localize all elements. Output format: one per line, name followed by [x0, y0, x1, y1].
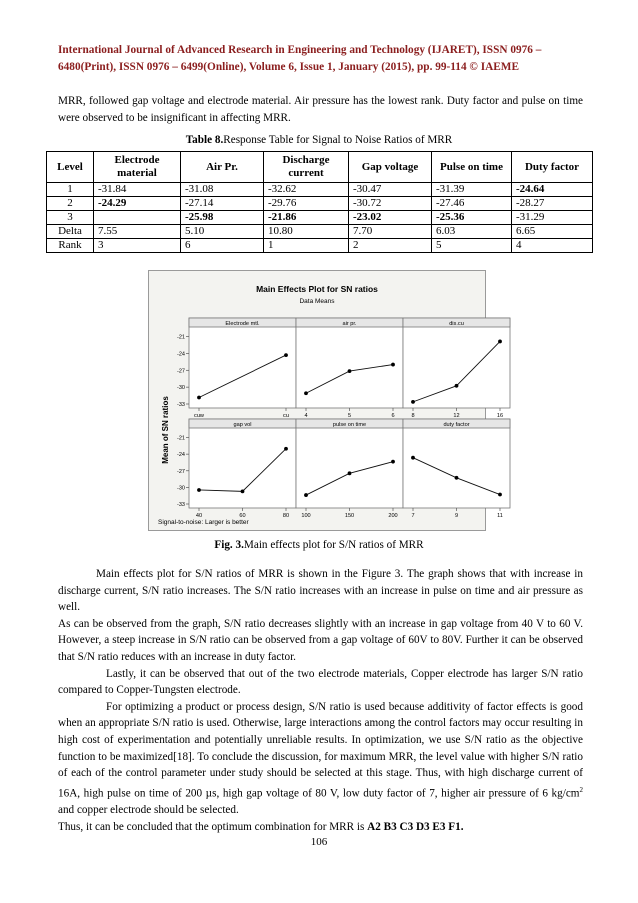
- data-point: [455, 384, 459, 388]
- x-tick-label: 12: [453, 413, 460, 419]
- data-point: [284, 447, 288, 451]
- response-table: [46, 151, 593, 253]
- table-caption: [0, 134, 638, 146]
- table-cell-best: -25.98: [181, 211, 264, 225]
- y-tick-label: -24: [177, 452, 185, 459]
- table-cell: 1: [264, 239, 349, 253]
- data-point: [391, 363, 395, 367]
- y-tick-label: -33: [177, 502, 185, 508]
- table-cell: 3: [47, 211, 94, 225]
- data-point: [455, 476, 459, 480]
- table-cell: 1: [47, 183, 94, 197]
- body-paragraph-4-text: For optimizing a product or process design, S/N ratio is used because additivity of factor effects is good when an appropriate S/N ratio is used. Otherwise, large interactions among the control factors may occur resulting in high cost of experimentation and potentially unreliable results. In optimization, we use S/N ratio as the objective function to be maximized[18]. To conclude the discussion, for maximum MRR, the level value with higher S/N ratio of each of the control parameter under study should be selected at this stage. Thus, with high discharge current of 16A, high pulse on time of 200 µs, high gap voltage of 80 V, low duty factor of 7, higher air pressure of 6 kg/cm: [58, 700, 583, 800]
- x-tick-label: 200: [388, 513, 398, 519]
- col-header: Level: [47, 152, 94, 183]
- table-cell: 6.65: [512, 225, 593, 239]
- chart-subtitle: Data Means: [299, 298, 335, 305]
- x-tick-label: 5: [347, 413, 352, 419]
- table-cell: -31.84: [94, 183, 181, 197]
- table-cell: 7.70: [349, 225, 432, 239]
- table-cell: -30.47: [349, 183, 432, 197]
- table-row: [47, 225, 593, 239]
- data-point: [411, 456, 415, 460]
- table-cell-best: -21.86: [264, 211, 349, 225]
- y-tick-label: -30: [177, 385, 185, 392]
- table-cell: -30.72: [349, 197, 432, 211]
- table-cell-best: -25.36: [432, 211, 512, 225]
- chart-title: Main Effects Plot for SN ratios: [256, 284, 378, 294]
- table-cell-best: -24.29: [94, 197, 181, 211]
- y-tick-label: -24: [177, 351, 185, 358]
- optimum-combination: A2 B3 C3 D3 E3 F1.: [367, 820, 464, 833]
- table-cell: -27.14: [181, 197, 264, 211]
- data-point: [197, 488, 201, 492]
- table-caption-text: Response Table for Signal to Noise Ratios of MRR: [223, 134, 453, 146]
- x-tick-label: 60: [239, 513, 246, 519]
- data-point: [498, 340, 502, 344]
- x-tick-label: 16: [496, 413, 504, 419]
- panel-frame: [296, 318, 403, 408]
- data-point: [197, 396, 201, 400]
- table-cell: -28.27: [512, 197, 593, 211]
- table-cell: 6: [181, 239, 264, 253]
- table-cell: 7.55: [94, 225, 181, 239]
- data-point: [348, 369, 352, 373]
- data-point: [304, 493, 308, 497]
- x-tick-label: 150: [344, 513, 355, 519]
- body-paragraph-4-end: and copper electrode should be selected.: [58, 804, 239, 817]
- body-paragraph-5: [58, 819, 583, 836]
- table-cell: -31.08: [181, 183, 264, 197]
- x-tick-label: 80: [282, 513, 290, 519]
- panel-frame: [189, 419, 296, 508]
- table-caption-label: Table 8.: [185, 134, 224, 146]
- table-header-row: [47, 152, 593, 183]
- body-paragraph-4: [58, 699, 583, 819]
- table-cell-best: -23.02: [349, 211, 432, 225]
- panel-title: dis.cu: [449, 321, 464, 327]
- data-point: [284, 353, 288, 357]
- panel-title: Electrode mtl.: [225, 321, 260, 327]
- table-cell: 2: [349, 239, 432, 253]
- col-header: Gap voltage: [349, 152, 432, 183]
- col-header: Air Pr.: [181, 152, 264, 183]
- data-point: [411, 400, 415, 404]
- table-cell-best: -24.64: [512, 183, 593, 197]
- col-header: Discharge current: [264, 152, 349, 183]
- body-paragraph-4-sup: 2: [579, 785, 583, 794]
- x-tick-label: 7: [411, 513, 415, 519]
- y-tick-label: -27: [177, 468, 185, 475]
- figure-caption-label: Fig. 3.: [214, 539, 244, 551]
- table-cell: 3: [94, 239, 181, 253]
- table-row: [47, 197, 593, 211]
- y-tick-label: -27: [177, 368, 185, 375]
- intro-paragraph: MRR, followed gap voltage and electrode material. Air pressure has the lowest rank. Duty factor and pulse on time were observed to be insignificant in affecting MRR.: [58, 95, 583, 124]
- table-cell: 4: [512, 239, 593, 253]
- body-paragraph-3: Lastly, it can be observed that out of the two electrode materials, Copper electrode has larger S/N ratio compared to Copper-Tungsten electrode.: [58, 667, 583, 697]
- table-row: [47, 183, 593, 197]
- col-header: Pulse on time: [432, 152, 512, 183]
- col-header: Electrode material: [94, 152, 181, 183]
- body-paragraph-2: As can be observed from the graph, S/N ratio decreases slightly with an increase in gap voltage from 40 V to 60 V. However, a steep increase in S/N ratio can be observed from a gap voltage of 60V to 80V. Further it can be observed that S/N ratio reduces with an increase in duty factor.: [58, 617, 583, 663]
- table-cell: 10.80: [264, 225, 349, 239]
- table-cell: 5: [432, 239, 512, 253]
- y-axis-label: Mean of SN ratios: [161, 396, 170, 464]
- table-cell: -31.39: [432, 183, 512, 197]
- journal-header: [58, 42, 583, 76]
- x-tick-label: 6: [391, 413, 395, 419]
- table-cell: -32.62: [264, 183, 349, 197]
- y-tick-label: -30: [177, 485, 185, 492]
- table-cell: [94, 211, 181, 225]
- table-cell: -31.29: [512, 211, 593, 225]
- y-tick-label: -21: [177, 435, 185, 442]
- journal-header-line2: 6480(Print), ISSN 0976 – 6499(Online), Volume 6, Issue 1, January (2015), pp. 99-114 © IAEME: [58, 61, 519, 73]
- x-tick-label: cuw: [194, 413, 204, 419]
- chart-footnote: Signal-to-noise: Larger is better: [158, 519, 249, 526]
- main-effects-chart: [148, 270, 504, 531]
- x-tick-label: 100: [301, 513, 311, 519]
- table-cell: Delta: [47, 225, 94, 239]
- panel-title: duty factor: [443, 422, 470, 428]
- table-row: [47, 239, 593, 253]
- body-text: [58, 566, 583, 835]
- panel-frame: [403, 318, 510, 408]
- y-tick-label: -21: [177, 334, 185, 341]
- panel-frame: [403, 419, 510, 508]
- panel-title: gap vol: [233, 422, 252, 428]
- x-tick-label: 9: [454, 513, 459, 519]
- x-tick-label: 11: [497, 513, 503, 519]
- table-cell: -27.46: [432, 197, 512, 211]
- data-point: [391, 460, 395, 464]
- journal-header-line1: International Journal of Advanced Research in Engineering and Technology (IJARET), ISSN 0976 –: [58, 44, 542, 56]
- table-cell: Rank: [47, 239, 94, 253]
- body-paragraph-5-text: Thus, it can be concluded that the optimum combination for MRR is: [58, 820, 368, 833]
- table-row: [47, 211, 593, 225]
- page-number: 106: [310, 836, 328, 848]
- x-tick-label: cu: [283, 413, 289, 419]
- data-point: [348, 471, 352, 475]
- figure-caption-text: Main effects plot for S/N ratios of MRR: [243, 539, 424, 551]
- x-tick-label: 8: [411, 413, 415, 419]
- table-cell: 5.10: [181, 225, 264, 239]
- table-cell: 2: [47, 197, 94, 211]
- panel-title: air pr.: [342, 321, 357, 327]
- data-point: [304, 391, 308, 395]
- body-paragraph-1: Main effects plot for S/N ratios of MRR is shown in the Figure 3. The graph shows that with increase in discharge current, S/N ratio increases. The S/N ratio increases with an increase in pulse on time and air pressure as well.: [58, 568, 583, 614]
- table-cell: -29.76: [264, 197, 349, 211]
- col-header: Duty factor: [512, 152, 593, 183]
- x-tick-label: 40: [195, 513, 203, 519]
- data-point: [498, 493, 502, 497]
- figure-caption: [0, 539, 638, 551]
- y-tick-label: -33: [177, 402, 185, 408]
- x-tick-label: 4: [304, 413, 308, 419]
- data-point: [241, 489, 245, 493]
- table-cell: 6.03: [432, 225, 512, 239]
- panel-title: pulse on time: [332, 422, 367, 428]
